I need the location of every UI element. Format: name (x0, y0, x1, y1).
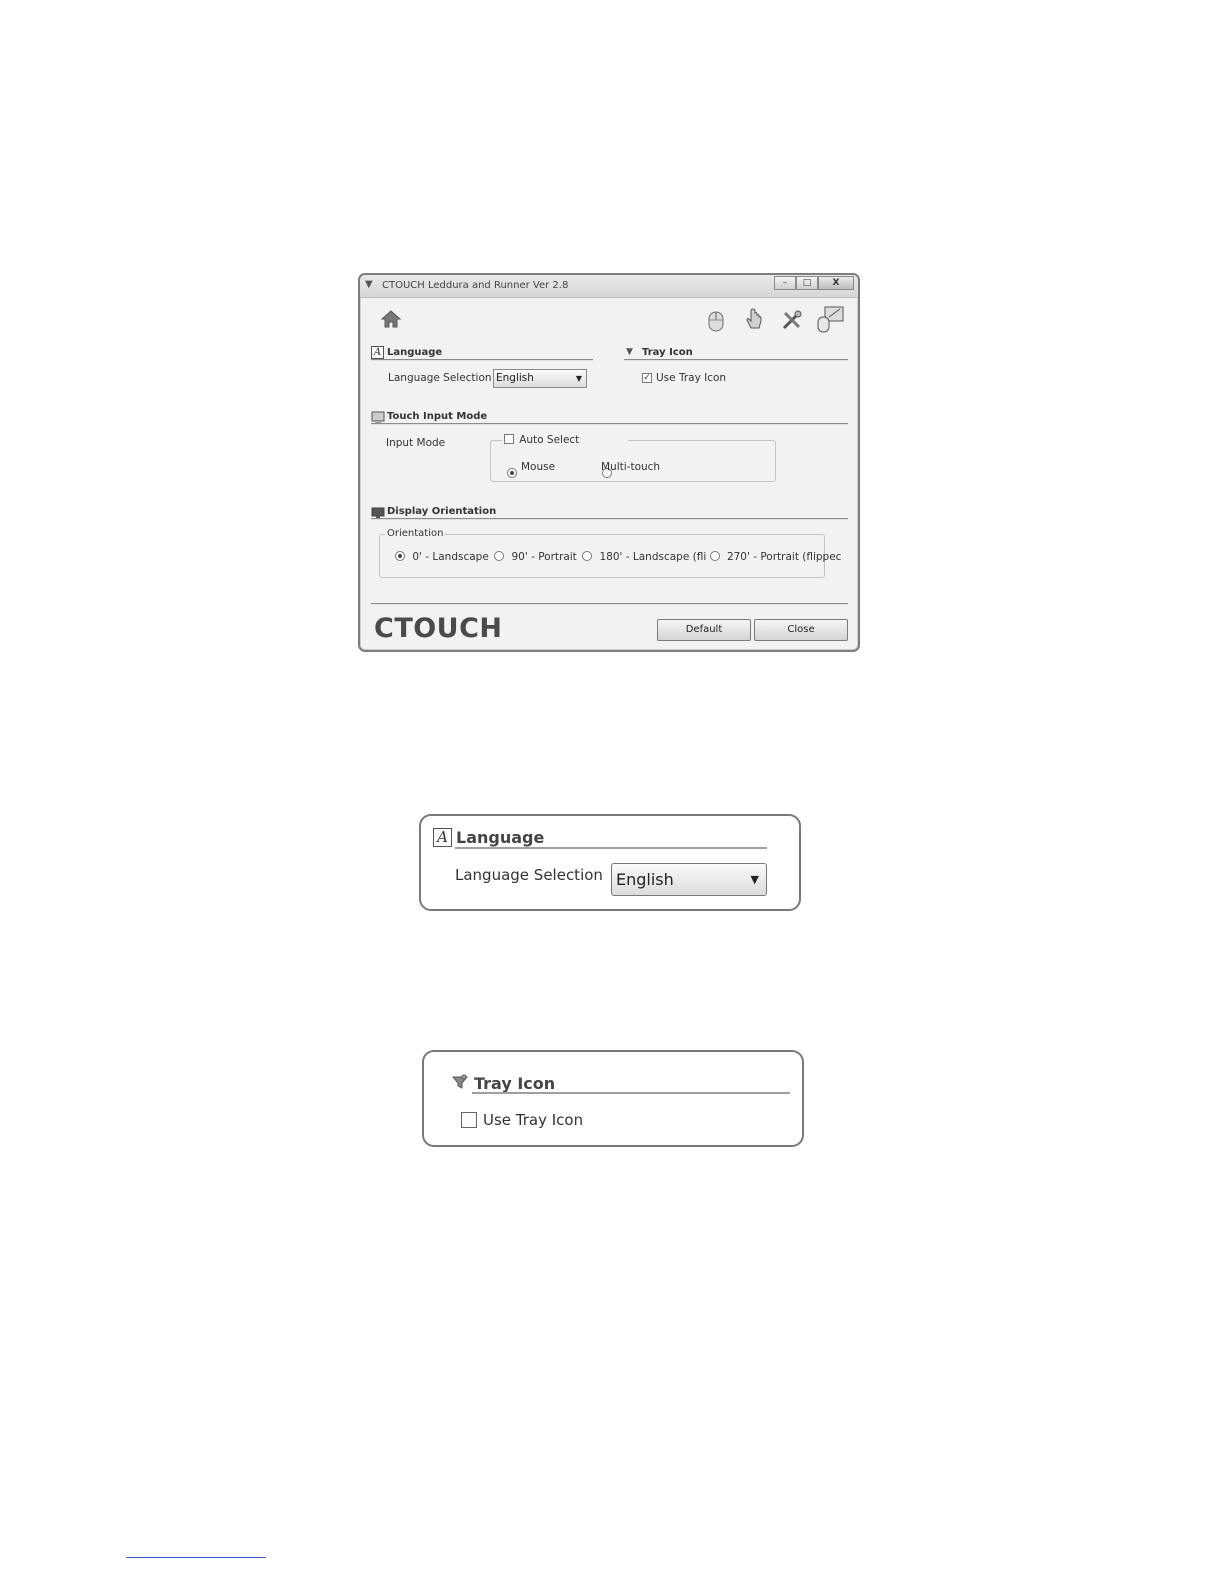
mouse-label: Mouse (521, 461, 556, 473)
orientation-legend: Orientation (387, 528, 444, 539)
auto-select-label: Auto Select (519, 434, 580, 446)
window-title: CTOUCH Leddura and Runner Ver 2.8 (382, 280, 569, 291)
close-button[interactable]: Close (754, 619, 848, 641)
footer-link-underline (126, 1557, 266, 1558)
settings-window (358, 273, 860, 652)
language-zoom-divider (455, 847, 767, 849)
title-bar[interactable] (360, 275, 858, 298)
tray-icon (452, 1074, 468, 1094)
tray-section-title: Tray Icon (642, 347, 693, 358)
display-section-title: Display Orientation (387, 506, 497, 517)
language-zoom-select-value: English (616, 870, 674, 889)
touch-hand-icon[interactable] (744, 308, 764, 336)
language-selection-label: Language Selection (388, 372, 492, 384)
chevron-down-icon: ▼ (750, 873, 759, 886)
monitor-icon (371, 505, 385, 524)
language-select[interactable] (493, 369, 587, 388)
input-mode-label: Input Mode (386, 437, 446, 449)
language-zoom-select[interactable] (611, 863, 767, 896)
tray-icon: ▼ (626, 347, 633, 357)
orientation-radio-0[interactable] (395, 551, 405, 561)
multi-touch-label: Multi-touch (601, 461, 661, 473)
tray-divider (624, 359, 848, 361)
use-tray-icon-zoom-label: Use Tray Icon (483, 1111, 584, 1129)
close-window-button[interactable]: X (818, 276, 854, 290)
window-controls (774, 276, 854, 290)
maximize-button[interactable]: □ (796, 276, 818, 290)
touch-divider (371, 423, 848, 425)
language-divider (371, 359, 593, 361)
tray-zoom-panel (422, 1050, 804, 1147)
language-icon: A (371, 346, 384, 359)
mouse-calibration-icon[interactable] (816, 305, 846, 337)
mouse-radio[interactable] (507, 468, 517, 478)
touch-section-title: Touch Input Mode (387, 411, 488, 422)
auto-select-checkbox[interactable] (504, 434, 514, 444)
auto-select-legend (502, 434, 628, 448)
tray-zoom-title: Tray Icon (474, 1074, 556, 1093)
orientation-label-90: 90' - Portrait (511, 551, 577, 563)
use-tray-icon-checkbox[interactable]: ✓ (643, 373, 651, 383)
touch-input-icon (371, 409, 385, 428)
language-select-value: English (496, 372, 534, 384)
language-section-title: Language (387, 347, 443, 358)
use-tray-icon-label: Use Tray Icon (656, 372, 727, 384)
mouse-icon[interactable] (706, 309, 726, 337)
home-icon[interactable] (380, 309, 402, 334)
orientation-radio-270[interactable] (710, 551, 720, 561)
display-divider (371, 518, 848, 520)
orientation-label-0: 0' - Landscape (412, 551, 489, 563)
minimize-button[interactable]: – (774, 276, 796, 290)
app-tray-icon: ▼ (365, 279, 373, 290)
language-zoom-panel (419, 814, 801, 911)
tray-zoom-divider (472, 1092, 790, 1094)
orientation-radio-180[interactable] (582, 551, 592, 561)
orientation-label-270: 270' - Portrait (flippec (726, 551, 842, 563)
tools-icon[interactable] (781, 309, 803, 335)
language-zoom-title: Language (456, 828, 545, 847)
default-button[interactable]: Default (657, 619, 751, 641)
language-zoom-selection-label: Language Selection (455, 866, 603, 884)
use-tray-icon-checkbox[interactable] (461, 1112, 477, 1128)
orientation-options (395, 551, 842, 567)
orientation-label-180: 180' - Landscape (fli (599, 551, 707, 563)
footer-divider (371, 603, 848, 605)
language-icon: A (433, 828, 452, 847)
brand-logo: CTOUCH (374, 613, 503, 644)
orientation-radio-90[interactable] (494, 551, 504, 561)
chevron-down-icon: ▼ (575, 374, 582, 383)
